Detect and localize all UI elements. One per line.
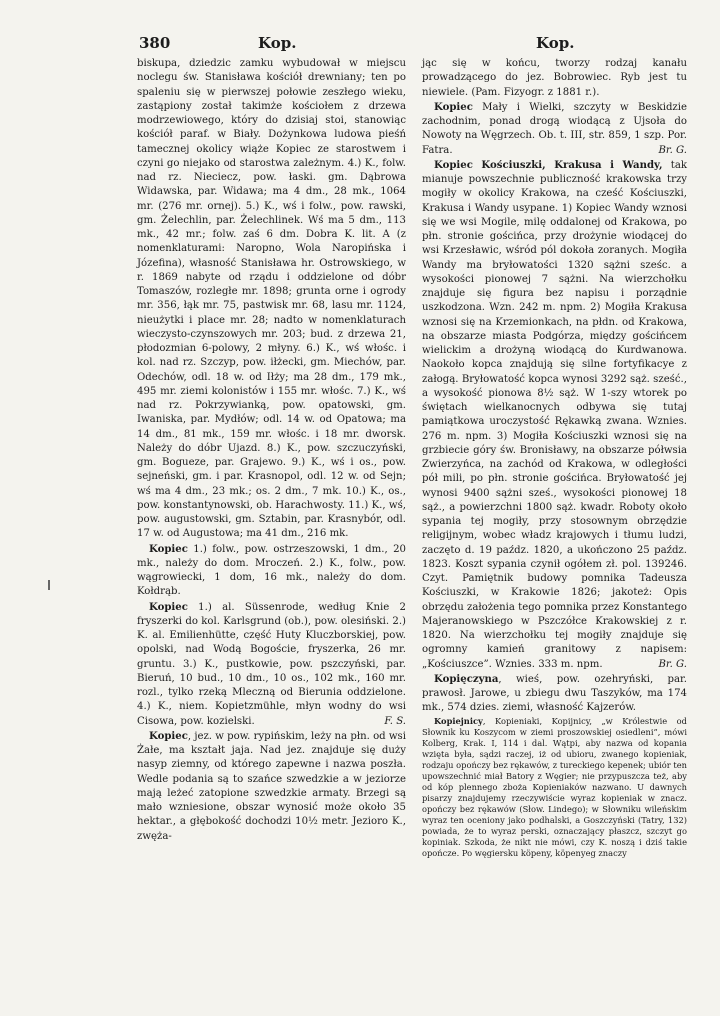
- entry-body: , wieś, pow. ozehryński, par. prawosł. Jarowe, u zbiegu dwu Taszyków, ma 174 mk., 574 dzies. ziemi, własność Kajzerów.: [422, 673, 687, 714]
- left-column: [137, 57, 406, 844]
- entry-kopiec-maly-wielki: [422, 100, 687, 158]
- left-continuation-text: biskupa, dziedzic zamku wybudował w miejscu noclegu św. Stanisława kościół drewniany; ten po spaleniu się w pierwszej połowie zeszłego wieku, zastąpiony został takimże kościołem z drzewa modrzewiowego, który do dzisiaj stoi, stanowiąc kościół paraf. w Biały. Dożynkowa ludowa pieśń tamecznej okolicy wiąże Kopiec ze starostwem i czyni go niejako od starostwa zależnym. 4.) K., folw. nad rz. Nieciecz, pow. łaski. gm. Dąbrowa Widawska, par. Widawa; ma 4 dm., 28 mk., 1064 mr. (276 mr. ornej). 5.) K., wś i folw., pow. rawski, gm. Żelechlin, par. Żelechlinek. Wś ma 5 dm., 113 mk., 42 mr.; folw. zaś 6 dm. Dobra K. lit. A (z nomenklaturami: Naropno, Wola Naropińska i Józefina), własność Stanisława hr. Ostrowskiego, w r. 1869 nabyte od rządu i oddzielone od dóbr Tomaszów, rozległe mr. 1898; grunta orne i ogrody mr. 356, łąk mr. 75, pastwisk mr. 68, lasu mr. 1124, nieużytki i place mr. 28; nadto w nomenklaturach wieczysto-czynszowych mr. 203; bud. z drzewa 21, płodozmian 6-polowy, 2 młyny. 6.) K., wś włośc. i kol. nad rz. Szczyp, pow. iłżecki, gm. Miechów, par. Odechów, odl. 18 w. od Iłży; ma 28 dm., 179 mk., 495 mr. ziemi kolonistów i 155 mr. włośc. 7.) K., wś nad rz. Pokrzywianką, pow. opatowski, gm. Iwaniska, par. Mydłów; odl. 14 w. od Opatowa; ma 14 dm., 81 mk., 159 mr. włośc. i 18 mr. dworsk. Należy do dóbr Ujazd. 8.) K., pow. szczuczyński, gm. Bogueze, par. Grajewo. 9.) K., wś i os., pow. sejneński, gm. i par. Krasnopol, odl. 12 w. od Sejn; wś ma 4 dm., 23 mk.; os. 2 dm., 7 mk. 10.) K., os., pow. konstantynowski, ob. Harachwosty. 11.) K., wś, pow. augustowski, gm. Sztabin, par. Krasnybór, odl. 17 w. od Augustowa; ma 41 dm., 216 mk.: [137, 58, 406, 540]
- entry-body: 1.) folw., pow. ostrzeszowski, 1 dm., 20 mk., należy do dom. Mroczeń. 2.) K., folw., pow. wągrowiecki, 1 dom, 16 mk., należy do dom. Kołdrąb.: [137, 543, 406, 598]
- entry-headword: Kopiec: [434, 100, 473, 113]
- entry-body: tak mianuje powszechnie publiczność krakowska trzy mogiły w okolicy Krakowa, na cześć Kościuszki, Krakusa i Wandy usypane. 1) Kopiec Wandy wznosi się we wsi Mogile, milę oddalonej od Krakowa, po płn. stronie gościńca, przy drożynie wiodącej do wsi Krzesławic, wśród pól dokoła zoranych. Mogiła Wandy ma bryłowatości 1320 sążni sześc. a wysokości pionowej 7 sążni. Na wierzchołku znajduje się figura bez napisu i porządnie uszkodzona. Wzn. 242 m. npm. 2) Mogiła Krakusa wznosi się na Krzemionkach, na płdn. od Krakowa, na obszarze miasta Podgórza, między gościńcem wielickim a drożyną wiodącą do Kurdwanowa. Naokoło kopca znajdują się silne fortyfikacye z załogą. Bryłowatość kopca wynosi 3292 sąż. sześć., a wysokość pionowa 8½ sąż. W 1-szy wtorek po świętach wielkanocnych odbywa się tutaj pamiątkowa uroczystość Rękawką zwana. Wznies. 276 m. npm. 3) Mogiła Kościuszki wznosi się na grzbiecie góry św. Bronisławy, na obszarze półwsia Zwierzyńca, na zachód od Krakowa, w odległości pół mili, po płn. stronie gościńca. Bryłowatość jej wynosi 9400 sążni sześ., wysokości pionowej 18 sąż., a powierzchni 1800 sąż. kwadr. Roboty około sypania tej mogiły, przy stosownym obrzędzie religijnym, wobec władz krajowych i tłumu ludzi, zaczęto d. 19 paźdz. 1820, a ukończono 25 paźdz. 1823. Koszt sypania czynił ogółem zł. pol. 139246. Czyt. Pamiętnik budowy pomnika Tadeusza Kościuszki, w Krakowie 1826; jakoteż: Opis obrzędu założenia tego pomnika przez Konstantego Majeranowskiego w Pszczółce Krakowskiej z r. 1820. Na wierzchołku tej mogiły znajduje się ogromny kamień granitowy z napisem: „Kościuszce”. Wznies. 333 m. npm.: [422, 159, 688, 670]
- page-number: 380: [139, 34, 171, 52]
- entry-kopiec-jezioro: [137, 729, 406, 844]
- right-column: [422, 57, 687, 859]
- right-continuation-text: jąc się w końcu, tworzy rodzaj kanału prowadzącego do jez. Bobrowiec. Ryb jest tu niewiele. (Pam. Fizyogr. z 1881 r.).: [422, 58, 687, 98]
- entry-body: , Kopieniaki, Kopijnicy, „w Królestwie od Słownik ku Koszycom w ziemi proszowskiej osiedleni”, mówi Kolberg, Krak. I, 114 i dal. Wątpi, aby nazwa od kopania wzięta była, sądzi raczej, iż od ubioru, zwanego kopieniak, rodzaju opończy bez rękawów, z tureckiego kepenek; ubiór ten upowszechnić miał Batory z Węgier; nie przypuszcza też, aby od kóp plennego zboża Kopieniaków nazwano. U dawnych pisarzy znajdujemy rzeczywiście wyraz kopieniak w znacz. opończy bez rękawów (Słow. Lindego); w Słowniku wileńskim wyraz ten oceniony jako podhalski, a Goszczyński (Tatry, 132) powiada, że to wyraz perski, oznaczający płaszcz, szczyt go kopiniak. Szkoda, że nikt nie mówi, czy K. noszą i dziś takie opończe. Po węgiersku köpeny, köpenyeg znaczy: [422, 715, 687, 858]
- entry-kopiec-sussenrode: [137, 600, 406, 729]
- entry-body: , jez. w pow. rypińskim, leży na płn. od wsi Żałe, ma kształt jaja. Nad jez. znajduje się duży nasyp ziemny, od którego zapewne i nazwa poszła. Wedle podania są to szańce szwedzkie a w jeziorze mają leżeć zatopione szwedzkie armaty. Brzegi są mało wzniesione, obszar wynosić może około 35 hektar., a głębokość dochodzi 10½ metr. Jezioro K., zwęża-: [137, 730, 406, 842]
- entry-headword: Kopięczyna: [434, 672, 499, 685]
- entry-body: 1.) al. Süssenrode, według Knie 2 fryszerki do kol. Karlsgrund (ob.), pow. olesiński. 2.) K. al. Emilienhütte, część Huty Kluczborskiej, pow. opolski, nad Wodą Bogoście, fryszerka, 26 mr. gruntu. 3.) K., pustkowie, pow. pszczyński, par. Bieruń, 10 bud., 10 dm., 10 os., 102 mk., 160 mr. rozl., tylko rzeką Mleczną od Bierunia oddzielone. 4.) K., niem. Kopietzmühle, młyn wodny do wsi Cisowa, pow. kozielski.: [137, 601, 406, 727]
- scan-margin-mark: [48, 580, 50, 590]
- running-head-left: Kop.: [258, 34, 297, 52]
- entry-signature: Br. G.: [658, 658, 687, 670]
- entry-headword: Kopiec: [149, 600, 188, 613]
- entry-kopiec-folw: [137, 542, 406, 600]
- entry-kopiec-kosciuszki: [422, 158, 687, 672]
- page-header: [0, 34, 720, 56]
- entry-kopieczyna: [422, 672, 687, 716]
- entry-signature: F. S.: [384, 715, 406, 727]
- entry-body: Mały i Wielki, szczyty w Beskidzie zachodnim, ponad drogą wiodącą z Ujsoła do Nowoty na Węgrzech. Ob. t. III, str. 859, 1 szp. Por. Fatra.: [422, 101, 687, 156]
- entry-signature: Br. G.: [658, 144, 687, 156]
- entry-headword: Kopiec Kościuszki, Krakusa i Wandy,: [434, 158, 663, 171]
- entry-headword: Kopiec: [149, 729, 188, 742]
- entry-headword: Kopiejnicy: [434, 715, 483, 726]
- entry-headword: Kopiec: [149, 542, 188, 555]
- entry-kopiejnicy: [422, 716, 687, 859]
- running-head-right: Kop.: [536, 34, 575, 52]
